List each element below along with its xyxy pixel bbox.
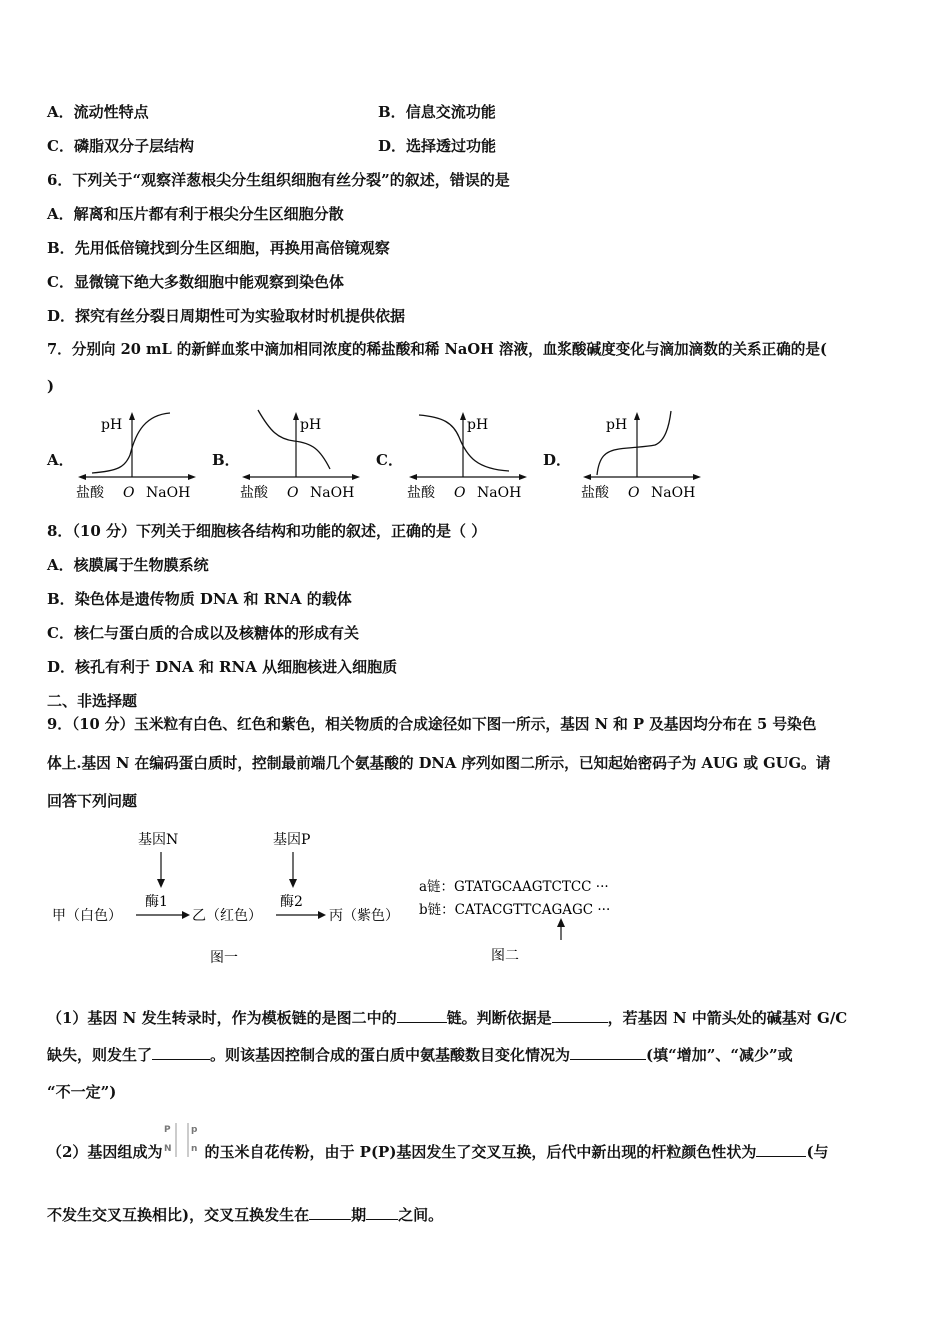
figure-1-caption: 图一 bbox=[210, 950, 238, 966]
q7-graph-c-origin: O bbox=[454, 485, 466, 501]
q7-graph-a-ylabel: pH bbox=[101, 417, 123, 433]
figure-2-caption: 图二 bbox=[491, 948, 519, 964]
q9-sub1-line1: （1）基因 N 发生转录时，作为模板链的是图二中的 链。判断依据是 ，若基因 N 中箭头处的碱基对 G/C bbox=[47, 1009, 848, 1027]
q8-stem: 8．（10 分）下列关于细胞核各结构和功能的叙述，正确的是（ ） bbox=[47, 522, 487, 540]
q6-option-d: D．探究有丝分裂日周期性可为实验取材时机提供依据 bbox=[47, 307, 406, 325]
q9-sub2-line1: （2）基因组成为 P N p n 的玉米自花传粉，由于 P(P)基因发生了交叉互换，后代中新出现的杆粒颜色性状为 (与 bbox=[47, 1125, 829, 1161]
q7-graph-c bbox=[401, 405, 546, 505]
q5-option-a: A．流动性特点 bbox=[47, 103, 149, 121]
blank-reason[interactable] bbox=[552, 1008, 608, 1023]
section-heading: 二、非选择题 bbox=[47, 692, 138, 710]
q8-option-c: C．核仁与蛋白质的合成以及核糖体的形成有关 bbox=[47, 624, 359, 642]
figure-1-pathway bbox=[48, 822, 418, 972]
q7-graph-b bbox=[234, 405, 379, 505]
q5-option-c: C．磷脂双分子层结构 bbox=[47, 137, 194, 155]
jia-white-label: 甲（白色） bbox=[52, 908, 122, 924]
bing-purple-label: 丙（紫色） bbox=[329, 908, 399, 924]
q7-graph-d-right: NaOH bbox=[651, 485, 696, 501]
q7-graph-b-origin: O bbox=[287, 485, 299, 501]
blank-crossover-between[interactable] bbox=[366, 1205, 398, 1220]
q7-option-d-label: D． bbox=[543, 451, 572, 469]
q7-graph-d bbox=[575, 405, 720, 505]
q7-graph-d-left: 盐酸 bbox=[581, 485, 609, 501]
blank-crossover-phase[interactable] bbox=[309, 1205, 351, 1220]
q7-graph-c-left: 盐酸 bbox=[407, 485, 435, 501]
q7-graph-c-ylabel: pH bbox=[467, 417, 489, 433]
q6-option-a: A．解离和压片都有利于根尖分生区细胞分散 bbox=[47, 205, 344, 223]
q9-sub1-line2: 缺失，则发生了 。则该基因控制合成的蛋白质中氨基酸数目变化情况为 (填“增加”、“减少”或 bbox=[47, 1046, 793, 1064]
q9-stem-line2: 体上.基因 N 在编码蛋白质时，控制最前端几个氨基酸的 DNA 序列如图二所示，已知起始密码子为 AUG 或 GUG。请 bbox=[47, 755, 831, 772]
q7-graph-a-origin: O bbox=[123, 485, 135, 501]
q7-graph-b-left: 盐酸 bbox=[240, 485, 268, 501]
q6-option-b: B．先用低倍镜找到分生区细胞，再换用高倍镜观察 bbox=[47, 239, 390, 257]
genotype-top-left: P bbox=[164, 1125, 172, 1135]
q9-stem-line3: 回答下列问题 bbox=[47, 792, 138, 810]
yi-red-label: 乙（红色） bbox=[192, 908, 262, 924]
blank-amino-acid-change[interactable] bbox=[570, 1045, 646, 1060]
b-strand: b链：CATACGTTCAGAGC ··· bbox=[419, 902, 611, 918]
q7-option-c-label: C． bbox=[376, 451, 403, 469]
q7-stem-line2: ) bbox=[47, 377, 55, 395]
figure-2-dna bbox=[415, 872, 645, 972]
q7-graph-d-origin: O bbox=[628, 485, 640, 501]
gene-n-label: 基因N bbox=[138, 832, 179, 848]
q7-graph-a-left: 盐酸 bbox=[76, 485, 104, 501]
q9-sub2-line2: 不发生交叉互换相比)，交叉互换发生在 期 之间。 bbox=[47, 1206, 444, 1224]
q6-option-c: C．显微镜下绝大多数细胞中能观察到染色体 bbox=[47, 273, 344, 291]
q8-option-a: A．核膜属于生物膜系统 bbox=[47, 556, 209, 574]
q7-option-b-label: B． bbox=[212, 451, 240, 469]
q7-graph-a-right: NaOH bbox=[146, 485, 191, 501]
q7-graph-b-ylabel: pH bbox=[300, 417, 322, 433]
q8-option-d: D．核孔有利于 DNA 和 RNA 从细胞核进入细胞质 bbox=[47, 658, 398, 676]
genotype-bottom-right: n bbox=[191, 1144, 198, 1154]
q7-graph-a bbox=[70, 405, 215, 505]
blank-new-phenotype[interactable] bbox=[756, 1142, 806, 1157]
genotype-bottom-left: N bbox=[164, 1144, 172, 1154]
q9-sub1-line3: “不一定”) bbox=[47, 1083, 117, 1101]
enzyme-1-label: 酶1 bbox=[145, 894, 168, 910]
genotype-diagram bbox=[162, 1125, 204, 1163]
q7-stem-line1: 7．分别向 20 mL 的新鲜血浆中滴加相同浓度的稀盐酸和稀 NaOH 溶液，血浆酸碱度变化与滴加滴数的关系正确的是( bbox=[47, 341, 827, 358]
q7-graph-b-right: NaOH bbox=[310, 485, 355, 501]
gene-p-label: 基因P bbox=[273, 832, 311, 848]
q5-option-d: D．选择透过功能 bbox=[378, 137, 497, 155]
q6-stem: 6．下列关于“观察洋葱根尖分生组织细胞有丝分裂”的叙述，错误的是 bbox=[47, 171, 510, 189]
q7-graph-c-right: NaOH bbox=[477, 485, 522, 501]
enzyme-2-label: 酶2 bbox=[280, 894, 303, 910]
q8-option-b: B．染色体是遗传物质 DNA 和 RNA 的载体 bbox=[47, 590, 352, 608]
q9-stem-line1: 9．（10 分）玉米粒有白色、红色和紫色，相关物质的合成途径如下图一所示，基因 N 和 P 及基因均分布在 5 号染色 bbox=[47, 716, 817, 733]
blank-mutation-type[interactable] bbox=[152, 1045, 210, 1060]
q5-option-b: B．信息交流功能 bbox=[378, 103, 496, 121]
a-strand: a链：GTATGCAAGTCTCC ··· bbox=[419, 879, 609, 895]
genotype-top-right: p bbox=[191, 1125, 198, 1135]
q7-graph-d-ylabel: pH bbox=[606, 417, 628, 433]
blank-template-strand[interactable] bbox=[397, 1008, 447, 1023]
q7-option-a-label: A． bbox=[47, 451, 74, 469]
